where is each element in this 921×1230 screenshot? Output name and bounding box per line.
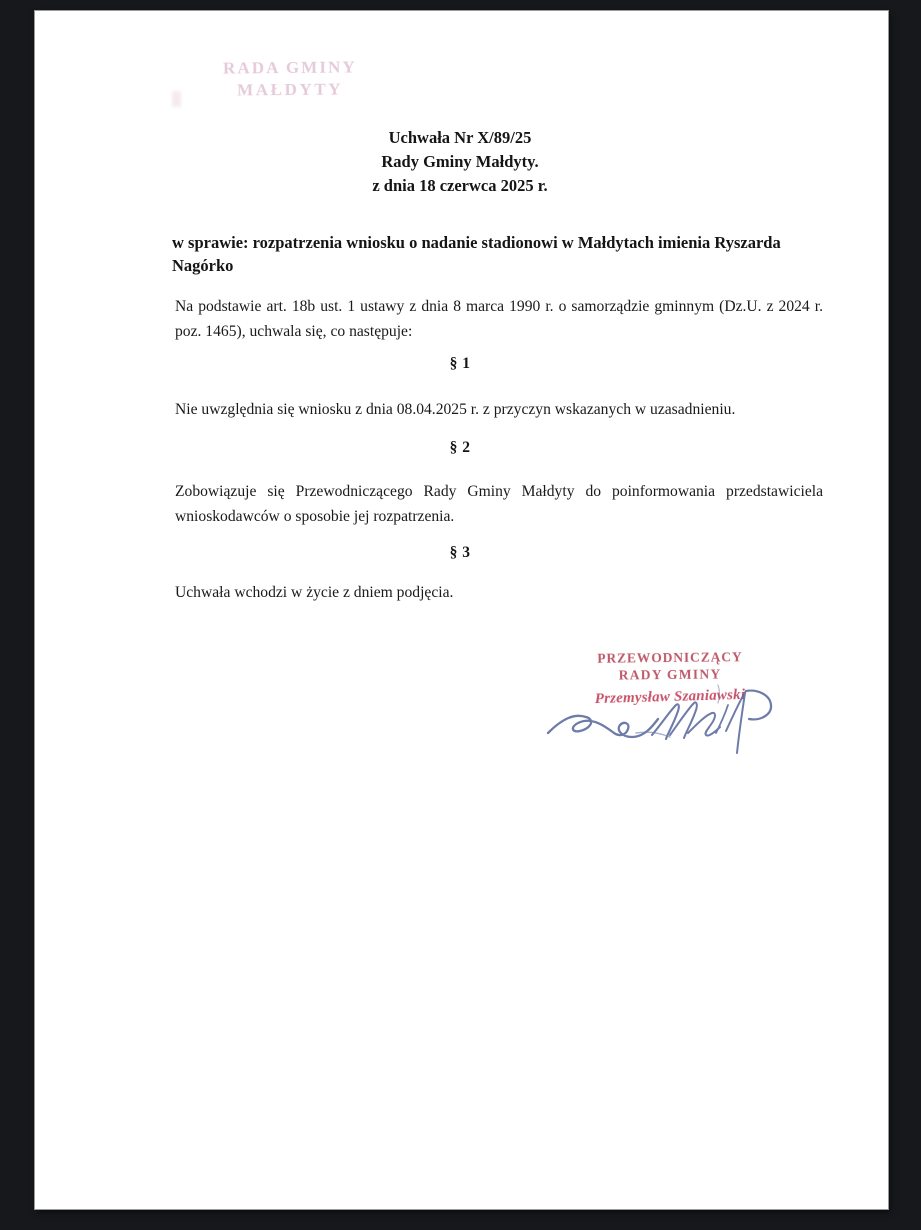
section-text-2: Zobowiązuje się Przewodniczącego Rady Gminy Małdyty do poinformowania przedstawiciela wnioskodawców o sposobie jej rozpatrzenia. [175,483,823,526]
signature-block [540,639,810,764]
document-subject: w sprawie: rozpatrzenia wniosku o nadanie stadionowi w Małdytach imienia Ryszarda Nagórko [172,233,781,276]
header-stamp-line-1: RADA GMINY [222,57,357,78]
document-page [35,11,888,1209]
section-heading-1: § 1 [449,355,471,372]
section-heading-2: § 2 [449,439,471,456]
section-text-3: Uchwała wchodzi w życie z dniem podjęcia. [175,584,454,601]
document-title [140,126,780,198]
chairman-name: Przemysław Szaniawski [594,686,746,708]
chairman-stamp [570,648,770,684]
chairman-stamp-line-2: RADY GMINY [618,666,722,683]
legal-basis-paragraph: Na podstawie art. 18b ust. 1 ustawy z dnia 8 marca 1990 r. o samorządzie gminnym (Dz.U. z 2024 r. poz. 1465), uchwala się, co następuje: [175,298,823,341]
title-line-date: z dnia 18 czerwca 2025 r. [372,176,548,196]
page-surface [35,11,888,1209]
header-office-stamp [175,56,405,103]
header-stamp-line-2: MAŁDYTY [236,79,344,100]
title-line-council: Rady Gminy Małdyty. [381,152,539,172]
title-line-resolution-number: Uchwała Nr X/89/25 [388,128,532,147]
section-heading-3: § 3 [449,544,471,561]
chairman-stamp-line-1: PRZEWODNICZĄCY [597,649,743,666]
section-text-1: Nie uwzględnia się wniosku z dnia 08.04.2025 r. z przyczyn wskazanych w uzasadnieniu. [175,401,736,418]
